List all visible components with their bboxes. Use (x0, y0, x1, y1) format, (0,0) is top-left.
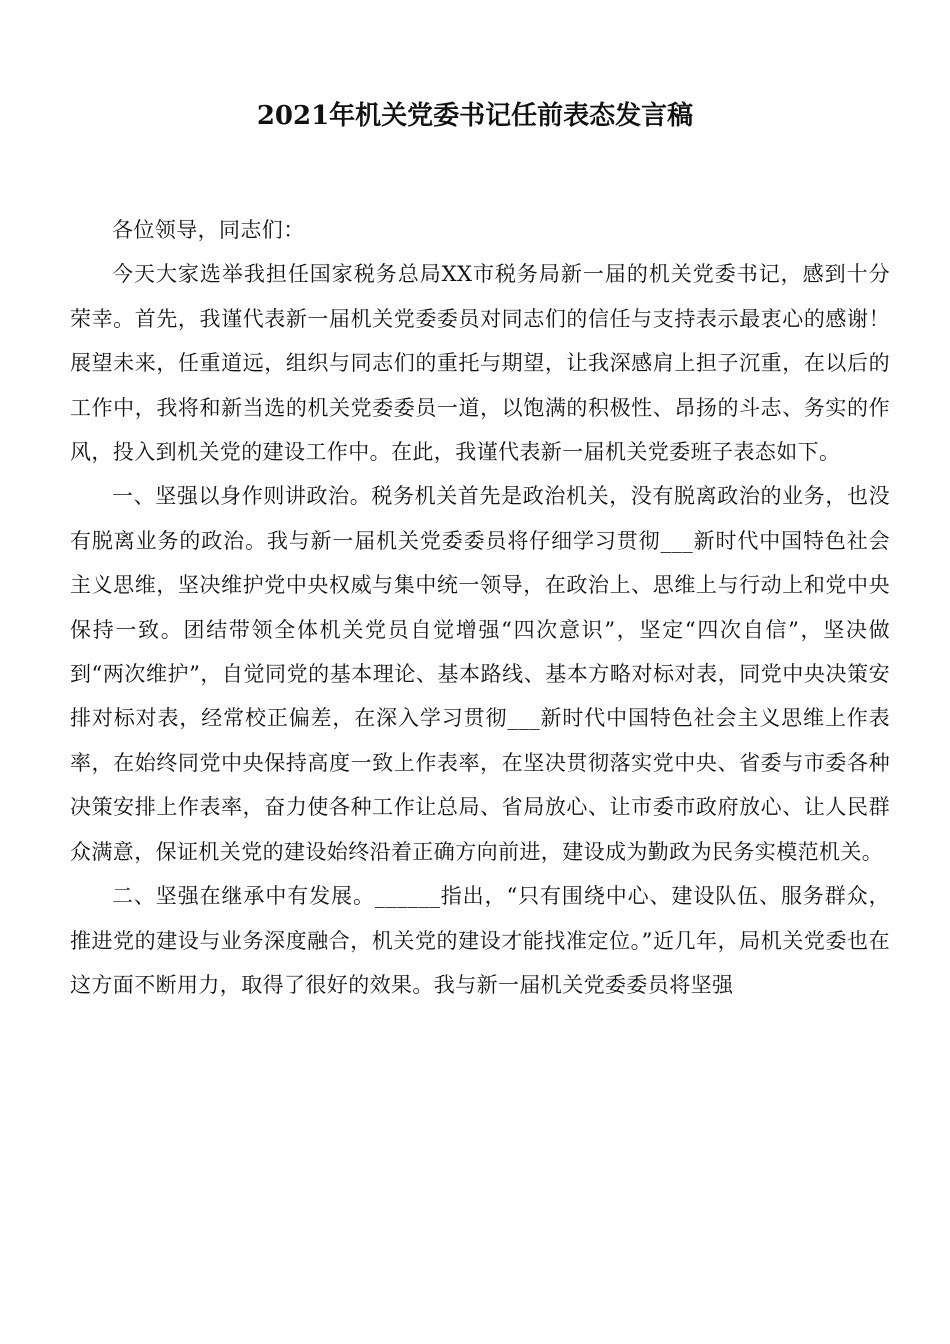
intro-paragraph: 今天大家选举我担任国家税务总局XX市税务局新一届的机关党委书记，感到十分荣幸。首先，我谨代表新一届机关党委委员对同志们的信任与支持表示最衷心的感谢！展望未来，任重道远，组织与同志们的重托与期望，让我深感肩上担子沉重，在以后的工作中，我将和新当选的机关党委委员一道，以饱满的积极性、昂扬的斗志、务实的作风，投入到机关党的建设工作中。在此，我谨代表新一届机关党委班子表态如下。 (70, 262, 890, 465)
salutation-paragraph: 各位领导，同志们： (112, 218, 305, 242)
section-one-paragraph: 一、坚强以身作则讲政治。税务机关首先是政治机关，没有脱离政治的业务，也没有脱离业务的政治。我与新一届机关党委委员将仔细学习贯彻___新时代中国特色社会主义思维，坚决维护党中央权威与集中统一领导，在政治上、思维上与行动上和党中央保持一致。团结带领全体机关党员自觉增强“四次意识”，坚定“四次自信”，坚决做到“两次维护”，自觉同党的基本理论、基本路线、基本方略对标对表，同党中央决策安排对标对表，经常校正偏差，在深入学习贯彻___新时代中国特色社会主义思维上作表率，在始终同党中央保持高度一致上作表率，在坚决贯彻落实党中央、省委与市委各种决策安排上作表率，奋力使各种工作让总局、省局放心、让市委市政府放心、让人民群众满意，保证机关党的建设始终沿着正确方向前进，建设成为勤政为民务实模范机关。 (70, 484, 890, 864)
document-title: 2021年机关党委书记任前表态发言稿 (256, 101, 694, 131)
document-body (70, 208, 890, 1007)
section-two-paragraph: 二、坚强在继承中有发展。______指出，“只有围绕中心、建设队伍、服务群众，推进党的建设与业务深度融合，机关党的建设才能找准定位。”近几年，局机关党委也在这方面不断用力，取得了很好的效果。我与新一届机关党委委员将坚强 (70, 884, 890, 997)
